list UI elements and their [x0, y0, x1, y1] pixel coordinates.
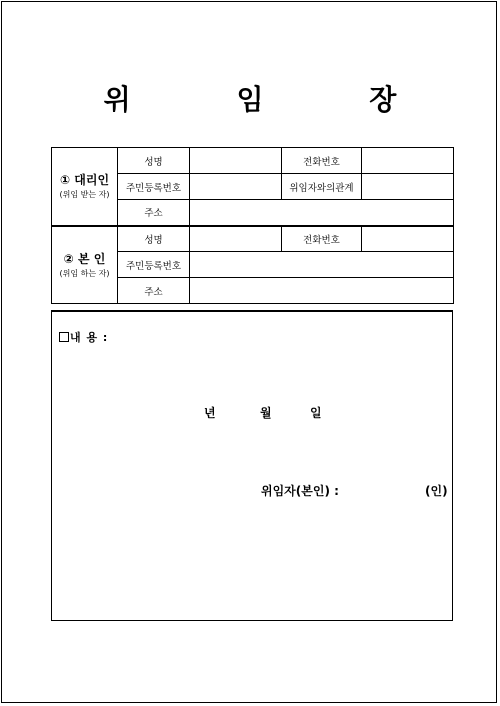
agent-subtitle: (위임 받는 자): [59, 190, 110, 200]
agent-name-field[interactable]: [190, 148, 282, 174]
date-month-label: 월: [259, 406, 272, 420]
signer-label: 위임자(본인) :: [261, 484, 339, 498]
agent-resident-id-field[interactable]: [190, 174, 282, 200]
checkbox-icon[interactable]: [59, 332, 69, 342]
date-year-label: 년: [204, 406, 216, 420]
principal-resident-id-field[interactable]: [190, 252, 454, 278]
content-section[interactable]: [51, 310, 453, 621]
principal-header: [52, 226, 118, 304]
principal-address-field[interactable]: [190, 278, 454, 304]
agent-header: [52, 148, 118, 226]
agent-resident-id-label: 주민등록번호: [118, 174, 190, 200]
principal-resident-id-label: 주민등록번호: [118, 252, 190, 278]
agent-name-label: 성명: [118, 148, 190, 174]
agent-relation-label: 위임자와의관계: [282, 174, 362, 200]
principal-phone-label: 전화번호: [282, 226, 362, 252]
agent-address-label: 주소: [118, 200, 190, 226]
document-title: 위 임 장: [103, 83, 445, 116]
content-label-text: 내 용 :: [70, 331, 109, 344]
seal-label: (인): [425, 484, 448, 498]
date-line: [204, 404, 322, 421]
principal-name-field[interactable]: [190, 226, 282, 252]
delegation-form-table: [51, 147, 454, 304]
agent-phone-label: 전화번호: [282, 148, 362, 174]
agent-relation-field[interactable]: [362, 174, 454, 200]
content-label: [59, 329, 108, 345]
principal-address-label: 주소: [118, 278, 190, 304]
principal-phone-field[interactable]: [362, 226, 454, 252]
agent-phone-field[interactable]: [362, 148, 454, 174]
principal-name-label: 성명: [118, 226, 190, 252]
agent-address-field[interactable]: [190, 200, 454, 226]
date-day-label: 일: [309, 406, 322, 420]
agent-title: ① 대리인: [59, 173, 110, 188]
principal-title: ② 본 인: [63, 251, 106, 266]
principal-subtitle: (위임 하는 자): [59, 268, 110, 278]
